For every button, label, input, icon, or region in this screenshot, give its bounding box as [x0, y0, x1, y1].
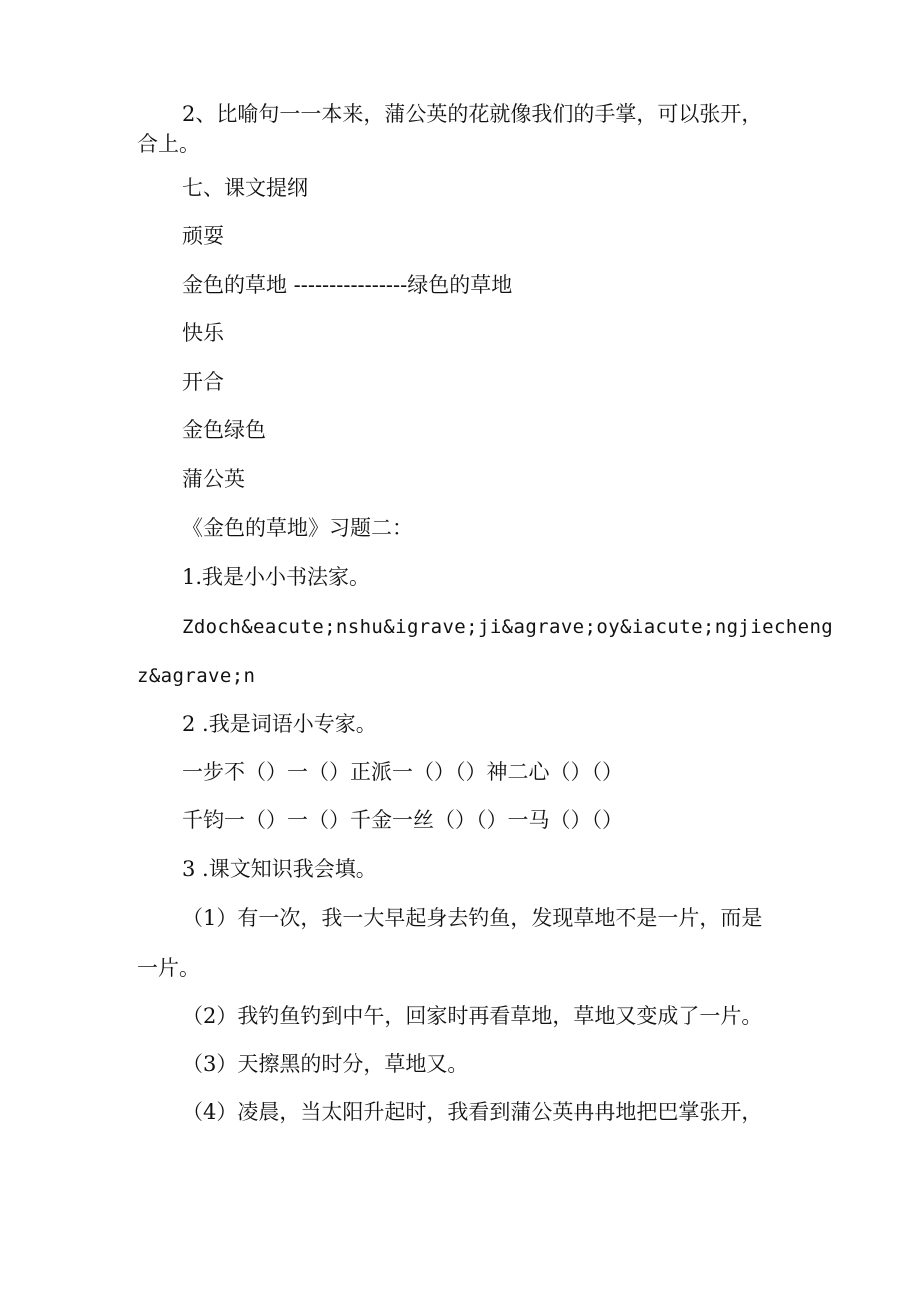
question-3: 3 .课文知识我会填。 — [182, 857, 377, 881]
question-1-pinyin-line2: z&agrave;n — [137, 665, 256, 687]
question-1-pinyin-line1: Zdoch&eacute;nshu&igrave;ji&agrave;oy&iacute;ngjiecheng — [182, 616, 834, 638]
question-3-item-3: （3）天擦黑的时分，草地又。 — [182, 1052, 469, 1076]
question-3-item-1-line1: （1）有一次，我一大早起身去钓鱼，发现草地不是一片，而是 — [182, 906, 763, 930]
outline-item: 蒲公英 — [182, 467, 245, 491]
paragraph-metaphor-line1: 2、比喻句一一本来，蒲公英的花就像我们的手掌，可以张开， — [182, 102, 763, 126]
outline-item: 金色绿色 — [182, 418, 266, 442]
exercise-title: 《金色的草地》习题二： — [182, 516, 413, 540]
question-2: 2 .我是词语小专家。 — [182, 712, 377, 736]
question-1: 1.我是小小书法家。 — [182, 565, 371, 589]
paragraph-metaphor-line2: 合上。 — [137, 132, 200, 156]
outline-item: 顽耍 — [182, 224, 224, 248]
outline-item: 金色的草地 ----------------绿色的草地 — [182, 273, 513, 297]
question-2-row: 千钧一（）一（）千金一丝（）（）一马（）（） — [182, 808, 623, 832]
outline-item: 快乐 — [182, 321, 224, 345]
question-3-item-2: （2）我钓鱼钓到中午，回家时再看草地，草地又变成了一片。 — [182, 1004, 763, 1028]
question-2-row: 一步不（）一（）正派一（）（）神二心（）（） — [182, 760, 623, 784]
question-3-item-1-line2: 一片。 — [137, 956, 200, 980]
question-3-item-4: （4）凌晨，当太阳升起时，我看到蒲公英冉冉地把巴掌张开， — [182, 1100, 763, 1124]
outline-item: 开合 — [182, 370, 224, 394]
outline-heading: 七、课文提纲 — [182, 176, 308, 200]
